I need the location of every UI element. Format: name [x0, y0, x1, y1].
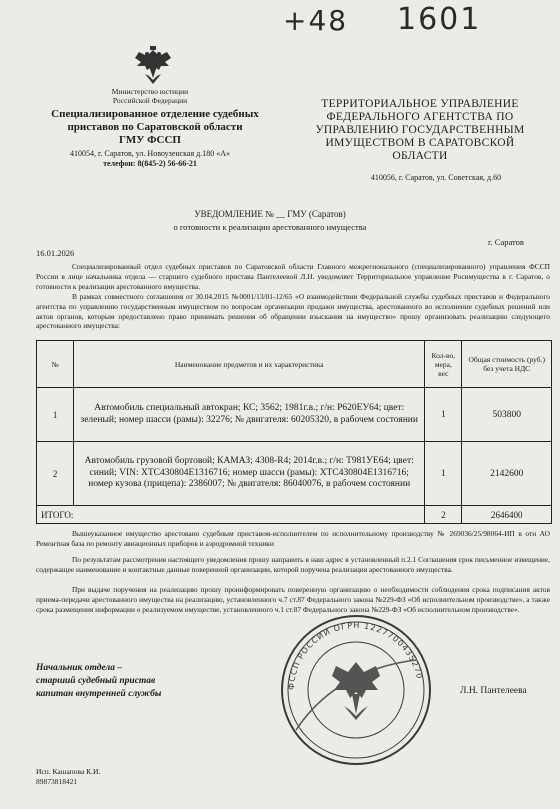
header-cost: Общая стоимость (руб.) без учета НДС	[462, 341, 552, 388]
notice-city: г. Саратов	[488, 237, 524, 247]
row-qty: 1	[425, 442, 462, 506]
signature-position: Начальник отдела –	[36, 663, 123, 673]
total-qty: 2	[425, 506, 462, 524]
department-name: Специализированное отделение судебных приставов по Саратовской области	[51, 108, 259, 133]
items-table	[36, 340, 552, 524]
row-desc: Автомобиль грузовой бортовой; КАМАЗ; 4308-R4; 2014г.в.; г/н: Т981УЕ64; цвет: синий; VIN: XTC430804E1316716; номер шасси (рамы): XTC430804E1316716; номер кузова (прицепа): 2386007; № двигателя: 86040076, в рабочем состоянии	[74, 442, 425, 506]
row-qty: 1	[425, 388, 462, 442]
header-qty: Кол-во, мера, вес	[425, 341, 462, 388]
total-cost: 2646400	[462, 506, 552, 524]
signature-block	[36, 662, 161, 701]
seal-text: ФССП РОССИИ ОГРН 1227700435270	[286, 620, 425, 691]
recipient-title: ТЕРРИТОРИАЛЬНОЕ УПРАВЛЕНИЕ ФЕДЕРАЛЬНОГО АГЕНТСТВА ПО УПРАВЛЕНИЮ ГОСУДАРСТВЕННЫМ ИМУЩЕСТВОМ В САРАТОВСКОЙ ОБЛАСТИ	[315, 98, 525, 162]
department-address: 410054, г. Саратов, ул. Новоузенская д.180 «А»	[70, 149, 230, 158]
signatory-name: Л.Н. Пантелеева	[460, 686, 527, 696]
department-phone: телефон: 8(845-2) 56-66-21	[103, 159, 197, 168]
total-label: ИТОГО:	[37, 506, 425, 524]
table-row	[37, 442, 552, 506]
notice-subtitle: о готовности к реализации арестованного имущества	[173, 222, 367, 232]
paragraph-enforcement: Вышеуказанное имущество арестовано судебным приставом-исполнителем по исполнительному производству № 269036/25/98064-ИП в отн АО Ремонтная база по ремонту авиационных приборов и аэродромной техники	[36, 529, 550, 548]
signature-rank: капитан внутренней службы	[36, 689, 162, 699]
official-seal-icon	[276, 610, 436, 770]
paragraph-agreement: В рамках совместного соглашения от 30.04.2015 №0001/13/01-12/65 «О взаимодействии Федеральной службы судебных приставов и Федерального агентства по управлению государственным имуществом по вопросам организации продажи имущества, арестованного во исполнение судебных решений или актов органов, которым предоставлено право принимать решения об обращении взыскания на имущество» прошу организовать реализацию следующего арестованного имущества:	[36, 292, 550, 331]
agency-name: ГМУ ФССП	[119, 134, 181, 146]
header-num: №	[37, 341, 74, 388]
executor-name: Исп. Кашапова К.И.	[36, 767, 101, 776]
recipient-address: 410056, г. Саратов, ул. Советская, д.60	[370, 173, 502, 182]
paragraph-instructions: При выдаче поручения на реализацию прошу проинформировать поверенную организацию о необходимости соблюдения срока подписания актов приема-передачи арестованного имущества на реализацию, установленного ч.7 ст.87 Федерального закона №229-ФЗ «Об исполнительном производстве», а также срока размещения информации о реализуемом имуществе, установленного ч.1 ст.87 Федерального закона №229-ФЗ «Об исполнительном производстве».	[36, 585, 550, 614]
eagle-emblem-icon	[133, 44, 173, 86]
signature-role: старший судебный пристав	[36, 676, 156, 686]
table-header-row	[37, 341, 552, 388]
paragraph-intro: Специализированный отдел судебных приставов по Саратовской области Главного межрегионального (специализированного) управления ФССП России в лице начальника отдела — старшего судебного пристава Пантелеевой Л.Н. уведомляет Территориальное управление Росимущества в г. Саратов, о готовности к реализации арестованного имущества.	[36, 262, 550, 291]
row-num: 1	[37, 388, 74, 442]
header-name: Наименование предметов и их характеристика	[74, 341, 425, 388]
notice-title: УВЕДОМЛЕНИЕ № __ ГМУ (Саратов)	[194, 209, 346, 219]
ministry-line1: Министерство юстиции	[111, 87, 189, 96]
table-row	[37, 388, 552, 442]
paragraph-request: По результатам рассмотрения настоящего уведомления прошу направить в наш адрес в установленный п.2.1 Соглашения срок письменное извещение, содержащее наименование и контактные данные поверенной организации, которой поручена реализация арестованного имущества.	[36, 555, 550, 574]
table-total-row	[37, 506, 552, 524]
row-desc: Автомобиль специальный автокран; КС; 3562; 1981г.в.; г/н: Р620ЕУ64; цвет: зеленый; номер шасси (рамы): 32276; № двигателя: 60205320, в рабочем состоянии	[74, 388, 425, 442]
ministry-line2: Российской Федерации	[112, 96, 188, 105]
row-cost: 503800	[462, 388, 552, 442]
row-num: 2	[37, 442, 74, 506]
row-cost: 2142600	[462, 442, 552, 506]
handwritten-number: 1601	[397, 2, 482, 37]
handwritten-mark: +48	[283, 4, 349, 37]
executor-block	[36, 767, 100, 787]
notice-date: 16.01.2026	[36, 248, 75, 258]
executor-phone: 89873818421	[36, 777, 78, 786]
